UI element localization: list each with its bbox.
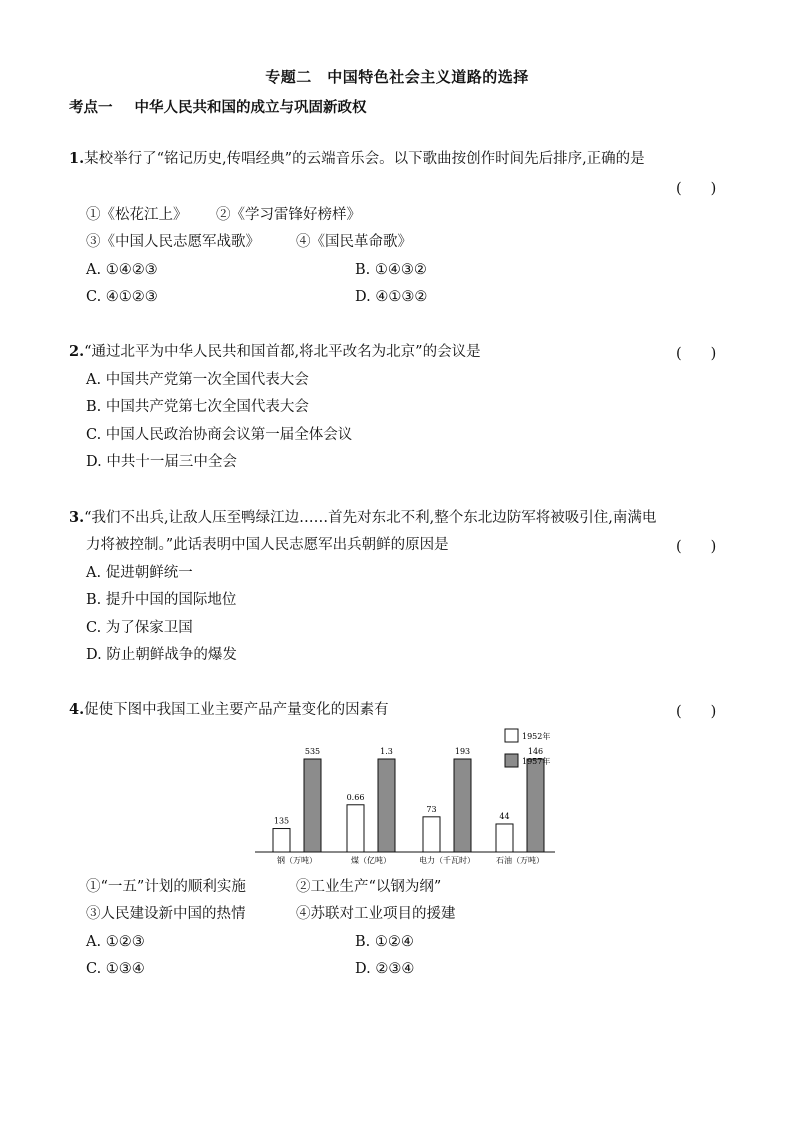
- item: ③《中国人民志愿军战歌》: [86, 234, 260, 250]
- question-1-stem: [69, 149, 645, 169]
- question-4-stem: [69, 700, 389, 720]
- bar-series2: [454, 759, 471, 852]
- category-label: 煤（亿吨）: [351, 856, 391, 865]
- data-label: 0.66: [346, 792, 365, 802]
- section-heading: [69, 96, 389, 117]
- option-a[interactable]: A. 促进朝鲜统一: [86, 565, 193, 581]
- item: ④苏联对工业项目的援建: [296, 906, 456, 922]
- option-b[interactable]: B. 中国共产党第七次全国代表大会: [86, 399, 309, 415]
- bar-series2: [527, 759, 544, 852]
- question-number: 4.: [69, 701, 85, 718]
- bar-series1: [423, 817, 440, 852]
- category-label: 电力（千瓦时）: [419, 856, 475, 865]
- question-text: “通过北平为中华人民共和国首都,将北平改名为北京”的会议是: [84, 344, 481, 360]
- legend-swatch: [505, 754, 518, 767]
- answer-blank[interactable]: ( ): [676, 539, 717, 555]
- item: ①《松花江上》: [86, 207, 188, 223]
- question-text: 某校举行了“铭记历史,传唱经典”的云端音乐会。以下歌曲按创作时间先后排序,正确的是: [84, 151, 645, 167]
- data-label: 146: [527, 747, 544, 756]
- data-label: 1.3: [380, 747, 393, 756]
- question-2-stem: [69, 342, 481, 362]
- bar-series1: [496, 824, 513, 852]
- data-label: 535: [304, 747, 321, 756]
- page-title: 专题二 中国特色社会主义道路的选择: [265, 68, 529, 86]
- data-label: 44: [499, 811, 510, 821]
- answer-blank[interactable]: ( ): [676, 704, 717, 720]
- item: ③人民建设新中国的热情: [86, 906, 246, 922]
- option-d[interactable]: D. ④①③②: [355, 289, 428, 305]
- question-text: “我们不出兵,让敌人压至鸭绿江边……首先对东北不利,整个东北边防军将被吸引住,南满电: [84, 510, 657, 526]
- data-label: 135: [273, 816, 290, 826]
- data-label: 73: [426, 804, 437, 814]
- category-label: 石油（万吨）: [496, 856, 544, 865]
- question-3-stem: [69, 508, 656, 528]
- option-a[interactable]: A. ①④②③: [86, 262, 158, 278]
- section-title: 中华人民共和国的成立与巩固新政权: [134, 100, 367, 116]
- legend-swatch: [505, 729, 518, 742]
- item: ②工业生产“以钢为纲”: [296, 879, 442, 895]
- bar-chart: [255, 725, 565, 870]
- option-c[interactable]: C. 为了保家卫国: [86, 620, 193, 636]
- option-d[interactable]: D. 防止朝鲜战争的爆发: [86, 647, 237, 663]
- option-b[interactable]: B. ①②④: [355, 934, 414, 950]
- option-c[interactable]: C. ①③④: [86, 961, 145, 977]
- option-b[interactable]: B. 提升中国的国际地位: [86, 592, 237, 608]
- option-a[interactable]: A. ①②③: [86, 934, 145, 950]
- option-c[interactable]: C. 中国人民政治协商会议第一届全体会议: [86, 427, 353, 443]
- option-d[interactable]: D. 中共十一届三中全会: [86, 454, 237, 470]
- option-b[interactable]: B. ①④③②: [355, 262, 427, 278]
- answer-blank[interactable]: ( ): [676, 346, 717, 362]
- bar-series1: [347, 805, 364, 852]
- item: ④《国民革命歌》: [296, 234, 412, 250]
- bar-series2: [304, 759, 321, 852]
- section-label: 考点一: [69, 100, 113, 116]
- question-text: 促使下图中我国工业主要产品产量变化的因素有: [84, 702, 389, 718]
- question-number: 3.: [69, 509, 85, 526]
- bar-series1: [273, 829, 290, 852]
- item: ②《学习雷锋好榜样》: [216, 207, 361, 223]
- category-label: 钢（万吨）: [277, 856, 317, 865]
- option-a[interactable]: A. 中国共产党第一次全国代表大会: [86, 372, 309, 388]
- option-d[interactable]: D. ②③④: [355, 961, 415, 977]
- bar-series2: [378, 759, 395, 852]
- question-3-stem-line2: 力将被控制。”此话表明中国人民志愿军出兵朝鲜的原因是: [86, 537, 449, 553]
- option-c[interactable]: C. ④①②③: [86, 289, 158, 305]
- legend-label: 1957年: [522, 757, 551, 766]
- question-number: 1.: [69, 150, 85, 167]
- answer-blank[interactable]: ( ): [676, 181, 717, 197]
- data-label: 193: [454, 747, 471, 756]
- question-number: 2.: [69, 343, 85, 360]
- item: ①“一五”计划的顺利实施: [86, 879, 246, 895]
- legend-label: 1952年: [522, 732, 551, 741]
